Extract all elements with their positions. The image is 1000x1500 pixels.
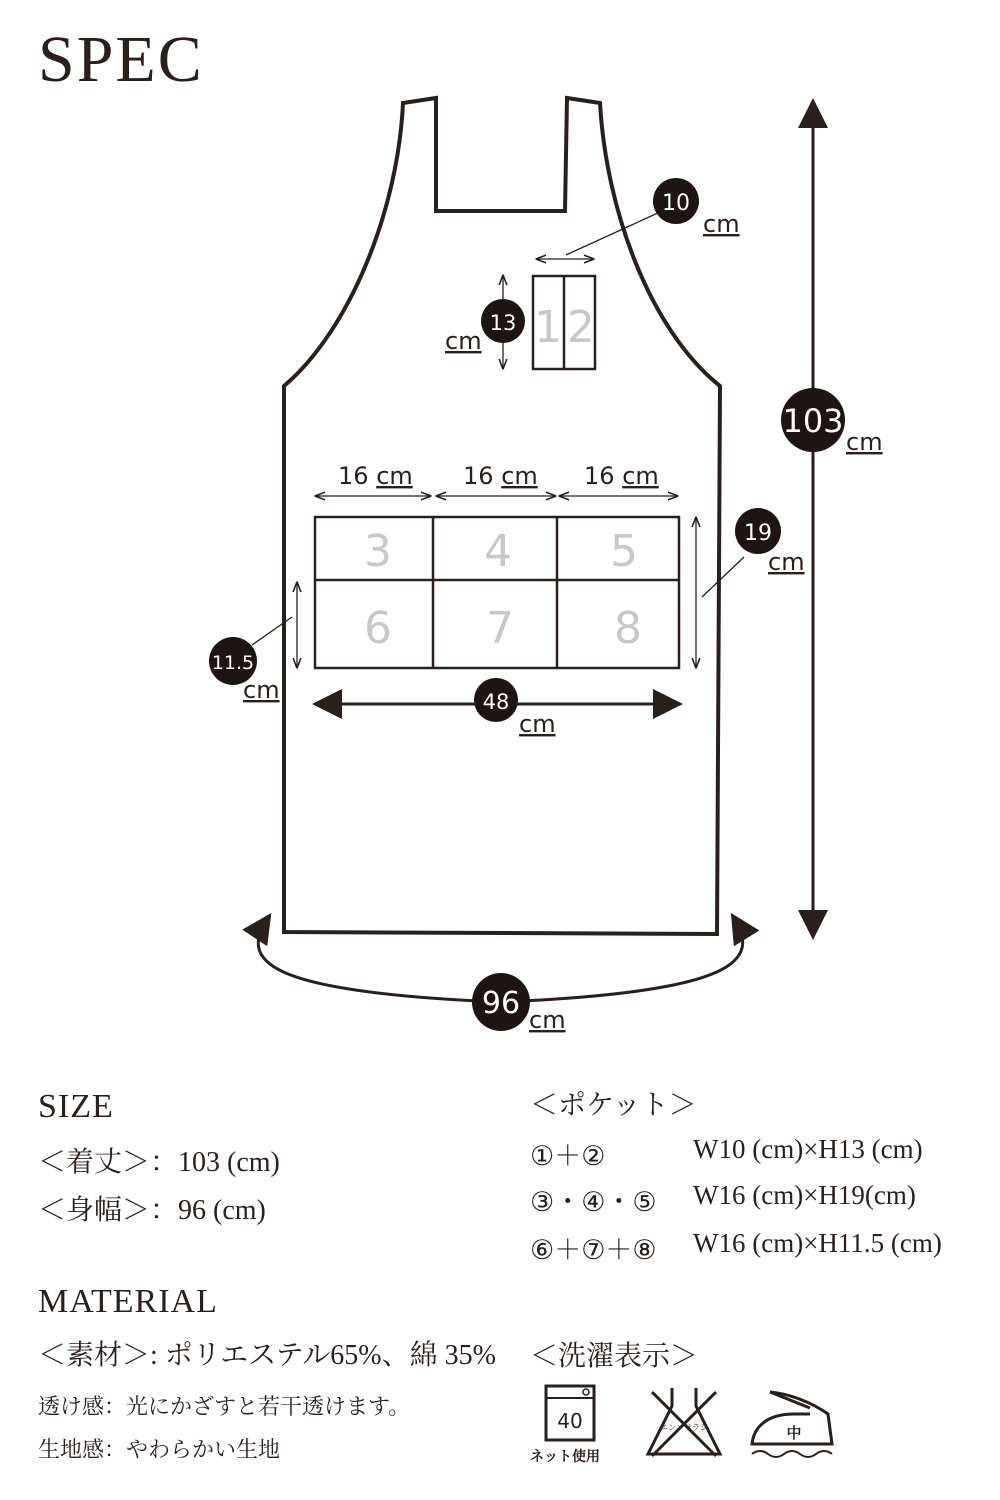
care-heading: ＜洗濯表示＞: [530, 1341, 699, 1372]
material-transparency: 透け感：光にかざすと若干透けます。: [38, 1395, 411, 1420]
pocket-row-3-ids: ⑥＋⑦＋⑧: [530, 1235, 657, 1265]
svg-text:13: 13: [489, 311, 517, 335]
pocket-row-1-size: W10 (cm)×H13 (cm): [693, 1134, 923, 1164]
no-bleach-icon: [642, 1382, 726, 1462]
unit-103: cm: [846, 428, 883, 456]
material-heading: MATERIAL: [38, 1283, 218, 1320]
svg-text:11.5: 11.5: [211, 652, 255, 674]
pocket-number-5: 5: [610, 526, 638, 577]
wash-40-icon: [540, 1382, 602, 1444]
svg-text:19: 19: [744, 521, 772, 546]
unit-11-5: cm: [243, 676, 280, 704]
svg-text:中: 中: [786, 1424, 802, 1442]
svg-text:10: 10: [662, 191, 690, 216]
pocket-number-7: 7: [486, 603, 514, 654]
pocket-number-2: 2: [567, 302, 595, 353]
pockets-heading: ＜ポケット＞: [530, 1090, 697, 1121]
pocket-row-2-size: W16 (cm)×H19(cm): [693, 1180, 916, 1210]
pocket-row-2-ids: ③・④・⑤: [530, 1187, 657, 1217]
svg-text:エンソサラシ: エンソサラシ: [660, 1423, 708, 1432]
size-width: ＜身幅＞：96 (cm): [38, 1195, 266, 1226]
unit-10: cm: [703, 210, 740, 238]
svg-text:48: 48: [482, 690, 510, 714]
unit-48: cm: [519, 710, 556, 738]
unit-19: cm: [768, 548, 805, 576]
unit-13: cm: [445, 327, 482, 355]
wash-note: ネット使用: [530, 1449, 600, 1465]
pocket-number-1: 1: [534, 302, 562, 353]
material-fabric: ＜素材＞: ポリエステル65%、綿 35%: [38, 1340, 496, 1371]
pocket-number-6: 6: [364, 603, 392, 654]
pocket-number-8: 8: [614, 603, 642, 654]
pocket-row-1-ids: ①＋②: [530, 1141, 606, 1171]
pocket-row-3-size: W16 (cm)×H11.5 (cm): [693, 1228, 942, 1258]
svg-text:103: 103: [782, 402, 844, 440]
pocket-number-3: 3: [364, 526, 392, 577]
measure-16-a: 16 cm: [338, 462, 413, 490]
svg-text:40: 40: [557, 1409, 583, 1433]
unit-96: cm: [529, 1006, 566, 1034]
measure-16-b: 16 cm: [463, 462, 538, 490]
size-length: ＜着丈＞：103 (cm): [38, 1147, 280, 1178]
material-texture: 生地感：やわらかい生地: [38, 1438, 281, 1463]
measure-16-c: 16 cm: [584, 462, 659, 490]
pocket-number-4: 4: [484, 526, 512, 577]
iron-medium-icon: [748, 1386, 840, 1466]
page-title: SPEC: [38, 23, 204, 96]
size-heading: SIZE: [38, 1088, 114, 1125]
svg-text:96: 96: [481, 986, 521, 1021]
